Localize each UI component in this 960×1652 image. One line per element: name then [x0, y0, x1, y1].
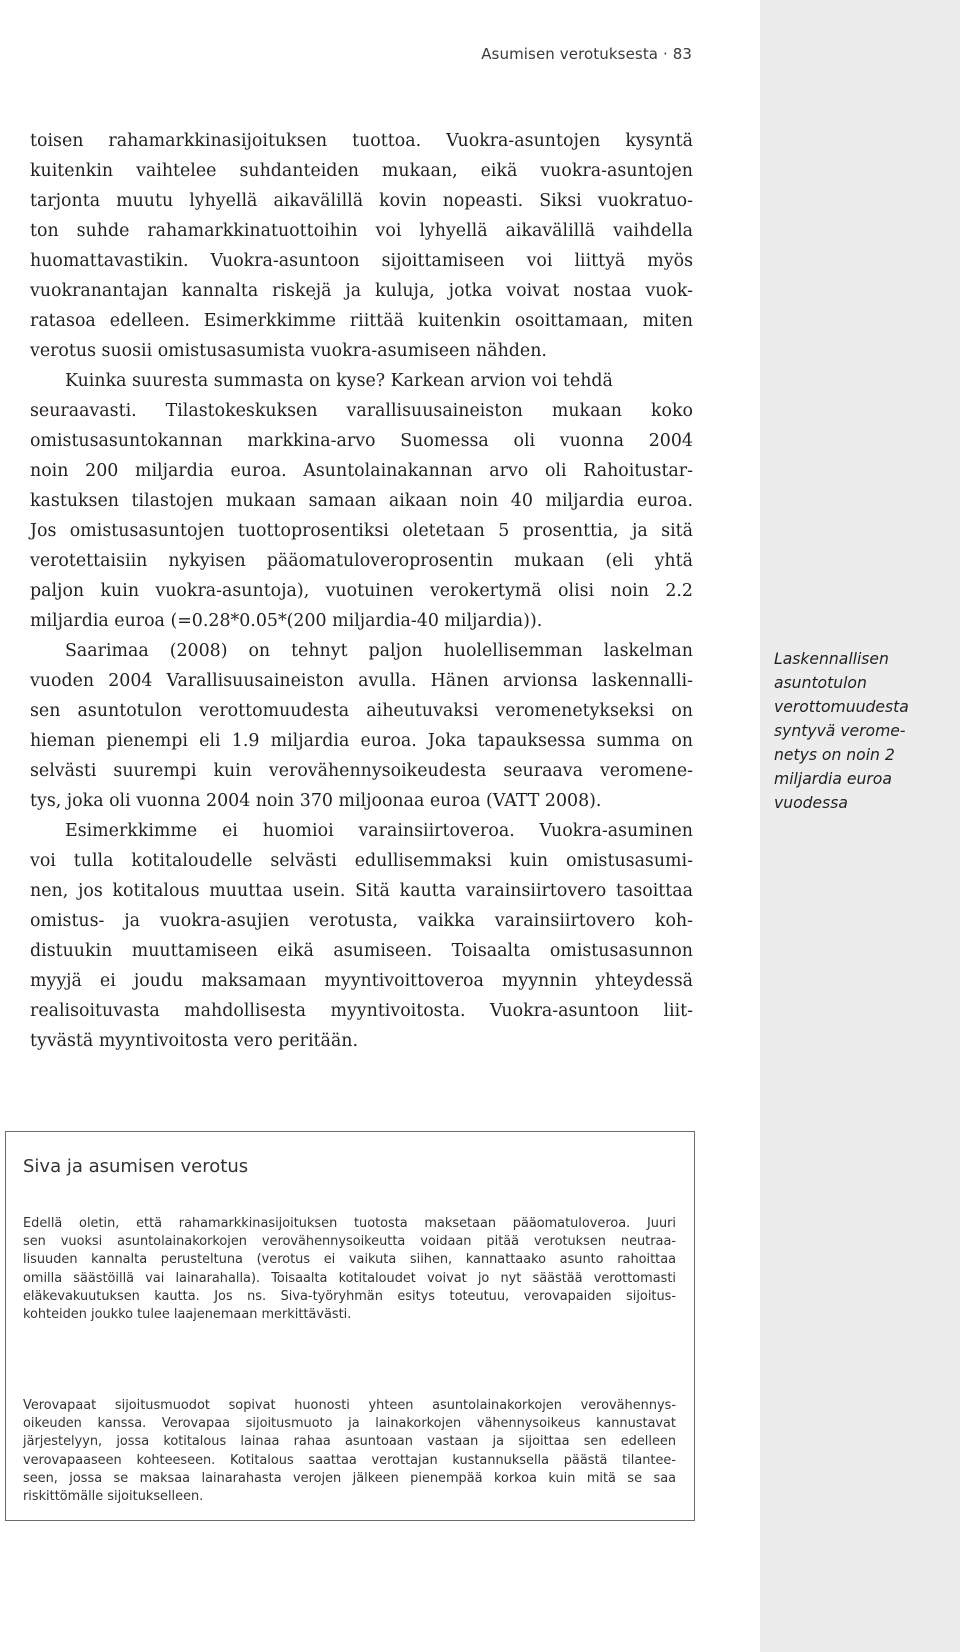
info-box-paragraph	[23, 1397, 676, 1506]
info-box-line: lisuuden kannalta perusteltuna (verotus ei vaikuta siihen, kannattaako asunto rahoittaa	[23, 1252, 676, 1268]
info-box-line: sen vuoksi asuntolainakorkojen verovähennysoikeutta voidaan pitää verotuksen neutraa-	[23, 1234, 676, 1250]
body-line: sen asuntotulon verottomuudesta aiheutuvaksi veromenetykseksi on	[30, 701, 693, 721]
body-line: tys, joka oli vuonna 2004 noin 370 miljoonaa euroa (VATT 2008).	[30, 791, 602, 811]
body-line: vuokranantajan kannalta riskejä ja kuluja, jotka voivat nostaa vuok-	[30, 281, 693, 301]
body-text	[30, 126, 693, 1056]
info-box-line: eläkevakuutuksen kautta. Jos ns. Siva-työryhmän esitys toteutuu, verovapaiden sijoitus-	[23, 1288, 676, 1304]
info-box-line: seen, jossa se maksaa lainarahasta verojen jälkeen pienempää korkoa kuin mitä se saa	[23, 1470, 676, 1486]
info-box-line: kohteiden joukko tulee laajenemaan merkittävästi.	[23, 1307, 352, 1323]
body-line: huomattavastikin. Vuokra-asuntoon sijoittamiseen voi liittyä myös	[30, 251, 693, 271]
body-line: tyvästä myyntivoitosta vero peritään.	[30, 1031, 359, 1051]
info-box-line: verovapaaseen kohteeseen. Kotitalous saattaa verottajan kustannuksella päästä tilantee-	[23, 1452, 676, 1468]
body-line: distuukin muuttamiseen eikä asumiseen. Toisaalta omistusasunnon	[30, 941, 693, 961]
margin-note-line: asuntotulon	[774, 674, 867, 692]
body-line: verotus suosii omistusasumista vuokra-asumiseen nähden.	[30, 341, 547, 361]
body-line: miljardia euroa (=0.28*0.05*(200 miljardia-40 miljardia)).	[30, 611, 543, 631]
body-line: noin 200 miljardia euroa. Asuntolainakannan arvo oli Rahoitustar-	[30, 461, 693, 481]
margin-note-line: Laskennallisen	[774, 650, 889, 668]
info-box-line: riskittömälle sijoitukselleen.	[23, 1489, 204, 1505]
body-line: ton suhde rahamarkkinatuottoihin voi lyhyellä aikavälillä vaihdella	[30, 221, 693, 241]
margin-note-line: vuodessa	[774, 794, 848, 812]
body-line: kastuksen tilastojen mukaan samaan aikaan noin 40 miljardia euroa.	[30, 491, 693, 511]
margin-note-line: syntyvä verome-	[774, 722, 906, 740]
body-line: Kuinka suuresta summasta on kyse? Karkean arvion voi tehdä	[65, 371, 613, 391]
info-box-line: oikeuden kanssa. Verovapaa sijoitusmuoto ja lainakorkojen vähennysoikeus kannustavat	[23, 1416, 676, 1432]
body-line: toisen rahamarkkinasijoituksen tuottoa. Vuokra-asuntojen kysyntä	[30, 131, 693, 151]
info-box-paragraph	[23, 1215, 676, 1324]
body-line: vuoden 2004 Varallisuusaineiston avulla. Hänen arvionsa laskennalli-	[30, 671, 693, 691]
body-line: hieman pienempi eli 1.9 miljardia euroa. Joka tapauksessa summa on	[30, 731, 693, 751]
body-line: tarjonta muutu lyhyellä aikavälillä kovin nopeasti. Siksi vuokratuo-	[30, 191, 693, 211]
info-box-title: Siva ja asumisen verotus	[23, 1156, 249, 1177]
info-box-line: järjestelyyn, jossa kotitalous lainaa rahaa asuntoaan vastaan ja sijoittaa sen edelleen	[23, 1434, 676, 1450]
margin-note-line: verottomuudesta	[774, 698, 909, 716]
info-box	[5, 1131, 695, 1521]
body-line: omistusasuntokannan markkina-arvo Suomessa oli vuonna 2004	[30, 431, 693, 451]
info-box-line: Edellä oletin, että rahamarkkinasijoituksen tuotosta maksetaan pääomatuloveroa. Juuri	[23, 1216, 676, 1231]
body-line: ratasoa edelleen. Esimerkkimme riittää kuitenkin osoittamaan, miten	[30, 311, 693, 331]
body-line: paljon kuin vuokra-asuntoja), vuotuinen verokertymä olisi noin 2.2	[30, 581, 693, 601]
info-box-line: omilla säästöillä vai lainarahalla). Toisaalta kotitaloudet voivat jo nyt säästää verottomasti	[23, 1270, 676, 1286]
body-line: verotettaisiin nykyisen pääomatuloveroprosentin mukaan (eli yhtä	[30, 551, 693, 571]
body-line: Jos omistusasuntojen tuottoprosentiksi oletetaan 5 prosenttia, ja sitä	[30, 521, 693, 541]
info-box-line: Verovapaat sijoitusmuodot sopivat huonosti yhteen asuntolainakorkojen verovähennys-	[23, 1398, 676, 1413]
margin-note-line: netys on noin 2	[774, 746, 895, 764]
body-line: nen, jos kotitalous muuttaa usein. Sitä kautta varainsiirtovero tasoittaa	[30, 881, 693, 901]
running-head: Asumisen verotuksesta · 83	[481, 45, 692, 63]
margin-note	[774, 647, 944, 815]
body-line: omistus- ja vuokra-asujien verotusta, vaikka varainsiirtovero koh-	[30, 911, 693, 931]
body-line: voi tulla kotitaloudelle selvästi edullisemmaksi kuin omistusasumi-	[30, 851, 693, 871]
margin-sidebar	[760, 0, 960, 1652]
body-line: myyjä ei joudu maksamaan myyntivoittoveroa myynnin yhteydessä	[30, 971, 693, 991]
margin-note-line: miljardia euroa	[774, 770, 892, 788]
body-line: Saarimaa (2008) on tehnyt paljon huolellisemman laskelman	[65, 641, 693, 661]
body-line: selvästi suurempi kuin verovähennysoikeudesta seuraava veromene-	[30, 761, 693, 781]
body-line: Esimerkkimme ei huomioi varainsiirtoveroa. Vuokra-asuminen	[65, 821, 693, 841]
body-line: seuraavasti. Tilastokeskuksen varallisuusaineiston mukaan koko	[30, 401, 693, 421]
body-line: realisoituvasta mahdollisesta myyntivoitosta. Vuokra-asuntoon liit-	[30, 1001, 693, 1021]
body-line: kuitenkin vaihtelee suhdanteiden mukaan, eikä vuokra-asuntojen	[30, 161, 693, 181]
